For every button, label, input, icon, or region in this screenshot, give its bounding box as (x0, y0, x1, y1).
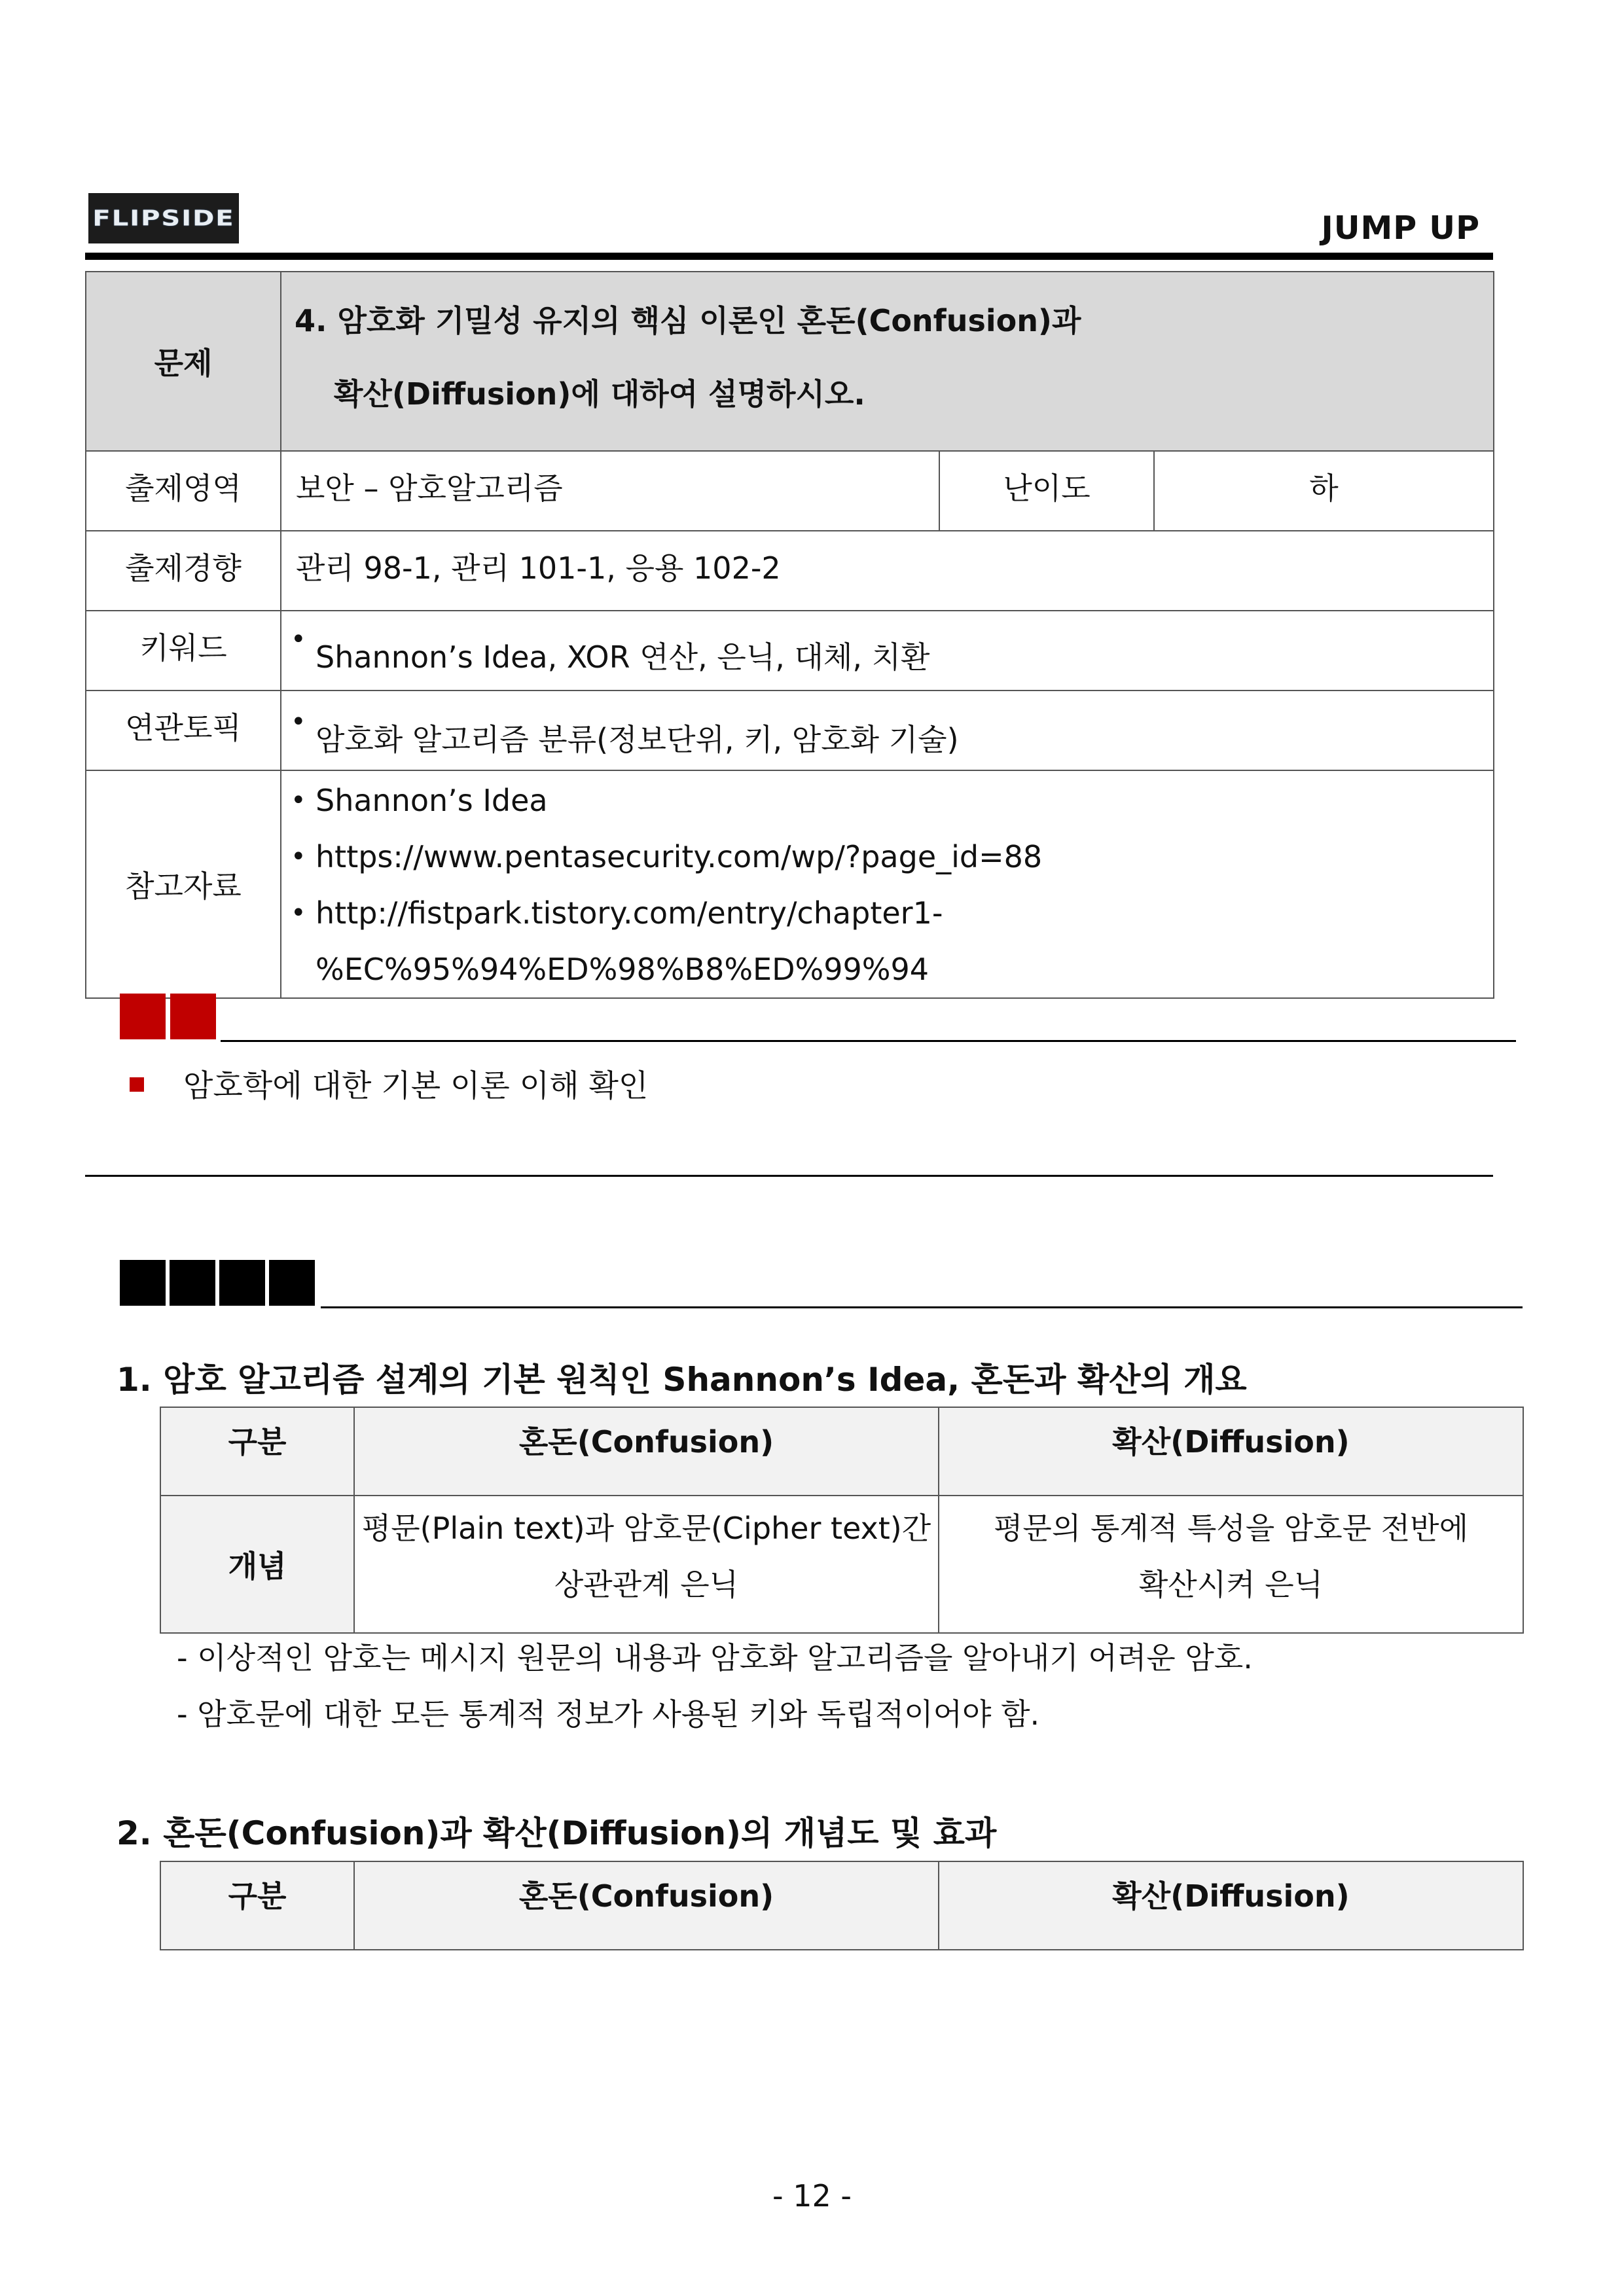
question-line-1: 4. 암호화 기밀성 유지의 핵심 이론인 혼돈(Confusion)과 (295, 303, 1081, 338)
section-marker-black (170, 1260, 215, 1306)
question-row (86, 272, 1494, 451)
section-marker-black (120, 1260, 166, 1306)
section-marker-red (170, 994, 216, 1039)
row-label: 개념 (160, 1496, 354, 1633)
related-list-item: • 암호화 알고리즘 분류(정보단위, 키, 암호화 기술) (291, 707, 1493, 759)
refs-label: 참고자료 (86, 770, 281, 998)
keyword-list-item: • Shannon’s Idea, XOR 연산, 은닉, 대체, 치환 (291, 624, 1493, 677)
logo-text: FLIPSIDE (92, 206, 235, 231)
section-marker-red (120, 994, 166, 1039)
note-line: - 암호문에 대한 모든 통계적 정보가 사용된 키와 독립적이어야 함. (177, 1696, 1040, 1732)
header-title: JUMP UP (1321, 209, 1480, 247)
problem-table (85, 271, 1494, 999)
diffusion-concept: 평문의 통계적 특성을 암호문 전반에 확산시켜 은닉 (939, 1496, 1523, 1633)
col-header: 구분 (160, 1407, 354, 1496)
objective-text: 암호학에 대한 기본 이론 이해 확인 (183, 1068, 649, 1104)
question-line-2: 확산(Diffusion)에 대하여 설명하시오. (334, 376, 865, 412)
section1-title: 1. 암호 알고리즘 설계의 기본 원칙인 Shannon’s Idea, 혼돈과 확산의 개요 (117, 1361, 1247, 1399)
keyword-cell (281, 611, 1494, 691)
section-marker-black (219, 1260, 265, 1306)
question-text (281, 272, 1494, 451)
keyword-label: 키워드 (86, 611, 281, 691)
page-number: - 12 - (772, 2178, 852, 2214)
col-header: 구분 (160, 1861, 354, 1950)
red-bullet-icon (130, 1077, 144, 1092)
keyword-row (86, 611, 1494, 691)
area-row (86, 451, 1494, 531)
flipside-logo (88, 193, 239, 243)
ref-link[interactable]: • http://fistpark.tistory.com/entry/chapter1-%EC%95%94%ED%98%B8%ED%99%94 (291, 885, 1493, 997)
section2-table (160, 1861, 1524, 1950)
section1-header-row (160, 1407, 1523, 1496)
divider (85, 1175, 1493, 1177)
trend-value: 관리 98-1, 관리 101-1, 응용 102-2 (281, 531, 1494, 611)
difficulty-value: 하 (1154, 451, 1494, 531)
trend-label: 출제경향 (86, 531, 281, 611)
refs-cell (281, 770, 1494, 998)
difficulty-label: 난이도 (939, 451, 1154, 531)
related-cell (281, 691, 1494, 770)
section2-title: 2. 혼돈(Confusion)과 확산(Diffusion)의 개념도 및 효과 (117, 1814, 997, 1852)
concept-row (160, 1496, 1523, 1633)
header-rule (85, 253, 1493, 260)
section2-header-row (160, 1861, 1523, 1950)
related-label: 연관토픽 (86, 691, 281, 770)
col-header: 확산(Diffusion) (939, 1861, 1523, 1950)
trend-row (86, 531, 1494, 611)
ref-link[interactable]: • https://www.pentasecurity.com/wp/?page_id=88 (291, 829, 1493, 885)
area-label: 출제영역 (86, 451, 281, 531)
confusion-concept: 평문(Plain text)과 암호문(Cipher text)간 상관관계 은닉 (354, 1496, 939, 1633)
section-line (221, 1040, 1516, 1042)
ref-item: • Shannon’s Idea (291, 772, 1493, 829)
section-line (321, 1306, 1523, 1308)
col-header: 확산(Diffusion) (939, 1407, 1523, 1496)
related-row (86, 691, 1494, 770)
area-value: 보안 – 암호알고리즘 (281, 451, 939, 531)
col-header: 혼돈(Confusion) (354, 1407, 939, 1496)
note-line: - 이상적인 암호는 메시지 원문의 내용과 암호화 알고리즘을 알아내기 어려운 암호. (177, 1640, 1253, 1676)
refs-row (86, 770, 1494, 998)
section1-table (160, 1407, 1524, 1634)
section-marker-black (269, 1260, 315, 1306)
col-header: 혼돈(Confusion) (354, 1861, 939, 1950)
question-label: 문제 (86, 272, 281, 451)
